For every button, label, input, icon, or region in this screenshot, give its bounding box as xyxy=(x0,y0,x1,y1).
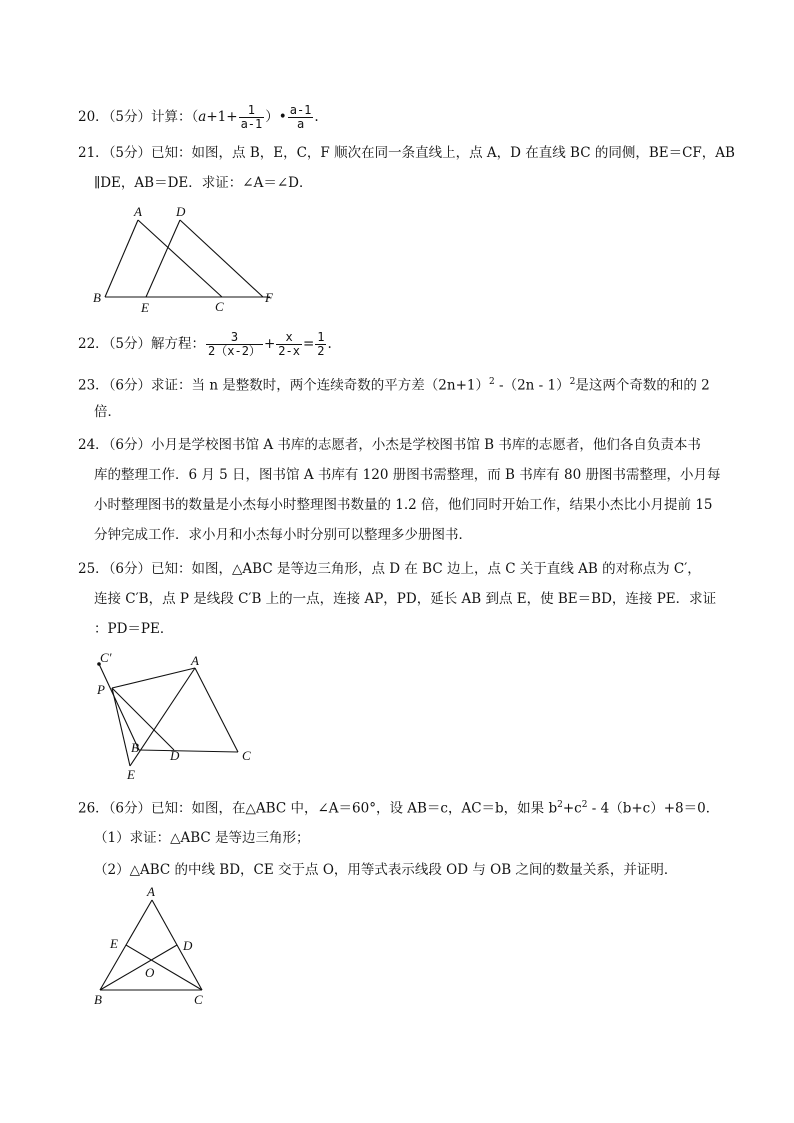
q21-label-b: B xyxy=(93,290,101,305)
q25-text-line-3: ：PD＝PE． xyxy=(94,621,174,637)
q25-number: 25． xyxy=(78,561,109,577)
q22-end: . xyxy=(327,336,332,352)
q21-figure xyxy=(85,200,295,318)
question-25-line-3 xyxy=(94,620,173,638)
q21-label-f: F xyxy=(265,290,273,305)
q22-frac3-numerator: 1 xyxy=(317,330,325,344)
q26-number: 26． xyxy=(78,800,109,817)
q24-text-line-4: 分钟完成工作．求小月和小杰每小时分别可以整理多少册图书． xyxy=(94,527,472,543)
q26-label-d: D xyxy=(183,938,193,953)
q25-label-b: B xyxy=(131,740,139,755)
q22-equals: = xyxy=(302,336,315,352)
q22-plus: + xyxy=(263,336,276,352)
q20-frac2-numerator: a-1 xyxy=(289,103,312,117)
q26-label-e: E xyxy=(110,936,118,951)
q22-frac1-numerator: 3 xyxy=(206,331,263,345)
question-24-line-3 xyxy=(94,496,713,514)
q20-number: 20． xyxy=(78,109,109,125)
q20-fraction-1 xyxy=(239,104,265,131)
question-23-line-2 xyxy=(94,403,121,421)
q25-segment-bc xyxy=(139,750,238,752)
q21-text-line-2: ∥DE，AB＝DE．求证：∠A＝∠D． xyxy=(94,175,313,191)
q25-label-d: D xyxy=(170,748,180,763)
question-21-line-2 xyxy=(94,174,312,192)
q26-part-2-text: （2）△ABC 的中线 BD，CE 交于点 O，用等式表示线段 OD 与 OB 之间的数量关系，并证明． xyxy=(94,862,678,878)
q25-segment-cprime-b xyxy=(99,664,139,750)
q26-label-o: O xyxy=(145,965,155,980)
q25-segment-pa xyxy=(112,668,195,688)
question-20 xyxy=(78,104,319,131)
q25-label-c: C xyxy=(242,748,251,763)
q20-frac2-denominator: a xyxy=(296,117,305,131)
q22-frac2-numerator: x xyxy=(276,331,302,345)
q26-sup-2: 2 xyxy=(581,800,588,810)
q26-label-c: C xyxy=(194,992,203,1007)
question-25-line-1 xyxy=(78,560,701,578)
q22-number: 22． xyxy=(78,336,109,352)
q25-label-a: A xyxy=(191,653,199,668)
q26-text-b: +c xyxy=(562,800,582,817)
q23-number: 23． xyxy=(78,377,109,394)
q23-text-line-2: 倍． xyxy=(94,404,121,420)
q22-frac1-denominator: 2（x-2） xyxy=(208,344,261,358)
q23-text-c: 是这两个奇数的和的 2 xyxy=(575,377,710,394)
q22-fraction-3 xyxy=(315,331,326,358)
q22-prompt: （5分）解方程： xyxy=(108,336,206,352)
q21-label-d: D xyxy=(176,204,186,219)
q20-plus-one: +1+ xyxy=(206,109,238,125)
q24-number: 24． xyxy=(78,437,109,453)
q26-label-b: B xyxy=(94,992,102,1007)
q23-sup-1: 2 xyxy=(489,377,495,387)
q25-text-line-2: 连接 C′B，点 P 是线段 C′B 上的一点，连接 AP，PD，延长 AB 到点 E，使 BE＝BD，连接 PE．求证 xyxy=(94,591,717,607)
q22-fraction-1 xyxy=(206,331,263,358)
q23-text-b: -（2n - 1） xyxy=(494,377,570,394)
q23-sup-2: 2 xyxy=(569,377,576,387)
question-21-line-1 xyxy=(78,144,735,162)
q26-segment-bd xyxy=(100,945,177,990)
q25-label-c-prime: C′ xyxy=(100,650,112,665)
question-25-line-2 xyxy=(94,590,716,608)
q26-figure xyxy=(88,884,218,1010)
q26-sup-1: 2 xyxy=(557,800,563,810)
q26-label-a: A xyxy=(147,884,155,899)
q25-figure xyxy=(88,648,268,784)
q22-fraction-2 xyxy=(276,331,302,358)
q20-frac1-denominator: a-1 xyxy=(240,117,263,131)
q21-label-a: A xyxy=(134,204,142,219)
question-23-line-1 xyxy=(78,373,710,395)
q20-frac1-numerator: 1 xyxy=(239,104,265,118)
q23-text-a: （6分）求证：当 n 是整数时，两个连续奇数的平方差（2n+1） xyxy=(108,377,489,394)
q26-part-1-text: （1）求证：△ABC 是等边三角形； xyxy=(94,830,310,846)
q21-label-e: E xyxy=(141,300,149,315)
q25-text-line-1: （6分）已知：如图，△ABC 是等边三角形，点 D 在 BC 边上，点 C 关于直线 AB 的对称点为 C′， xyxy=(108,561,701,577)
q20-fraction-2 xyxy=(288,104,314,131)
question-24-line-4 xyxy=(94,526,472,544)
question-22 xyxy=(78,331,332,358)
q26-text-c: - 4（b+c）+8＝0． xyxy=(587,800,720,817)
q26-text-a: （6分）已知：如图，在△ABC 中，∠A＝60°，设 AB＝c，AC＝b，如果 b xyxy=(108,800,558,817)
q25-label-p: P xyxy=(97,682,105,697)
question-26-part-2 xyxy=(94,861,677,879)
question-24-line-2 xyxy=(94,466,721,484)
q21-text-line-1: （5分）已知：如图，点 B，E，C，F 顺次在同一条直线上，点 A，D 在直线 BC 的同侧，BE＝CF，AB xyxy=(108,145,735,161)
question-26-part-1 xyxy=(94,829,310,847)
q24-text-line-2: 库的整理工作．6 月 5 日，图书馆 A 书库有 120 册图书需整理，而 B 书库有 80 册图书需整理，小月每 xyxy=(94,467,721,483)
q25-segment-pd xyxy=(112,688,174,750)
q21-segment-ba xyxy=(105,220,138,297)
q22-frac3-denominator: 2 xyxy=(317,344,325,358)
question-26-line-1 xyxy=(78,796,719,818)
q24-text-line-3: 小时整理图书的数量是小杰每小时整理图书数量的 1.2 倍，他们同时开始工作，结果小杰比小月提前 15 xyxy=(94,497,713,513)
q20-close-dot: ）• xyxy=(265,109,287,125)
q20-prompt: （5分）计算：（ xyxy=(108,109,199,125)
q21-segment-df xyxy=(180,220,263,297)
q20-end: . xyxy=(314,109,319,125)
q20-var-a: a xyxy=(198,109,207,125)
q22-frac2-denominator: 2-x xyxy=(278,344,300,358)
question-24-line-1 xyxy=(78,436,701,454)
q21-number: 21． xyxy=(78,145,109,161)
q25-label-e: E xyxy=(127,767,135,782)
q25-segment-ac xyxy=(195,668,238,752)
q25-segment-pe xyxy=(112,688,130,766)
q21-label-c: C xyxy=(215,299,224,314)
q24-text-line-1: （6分）小月是学校图书馆 A 书库的志愿者，小杰是学校图书馆 B 书库的志愿者，他们各自负责本书 xyxy=(108,437,701,453)
